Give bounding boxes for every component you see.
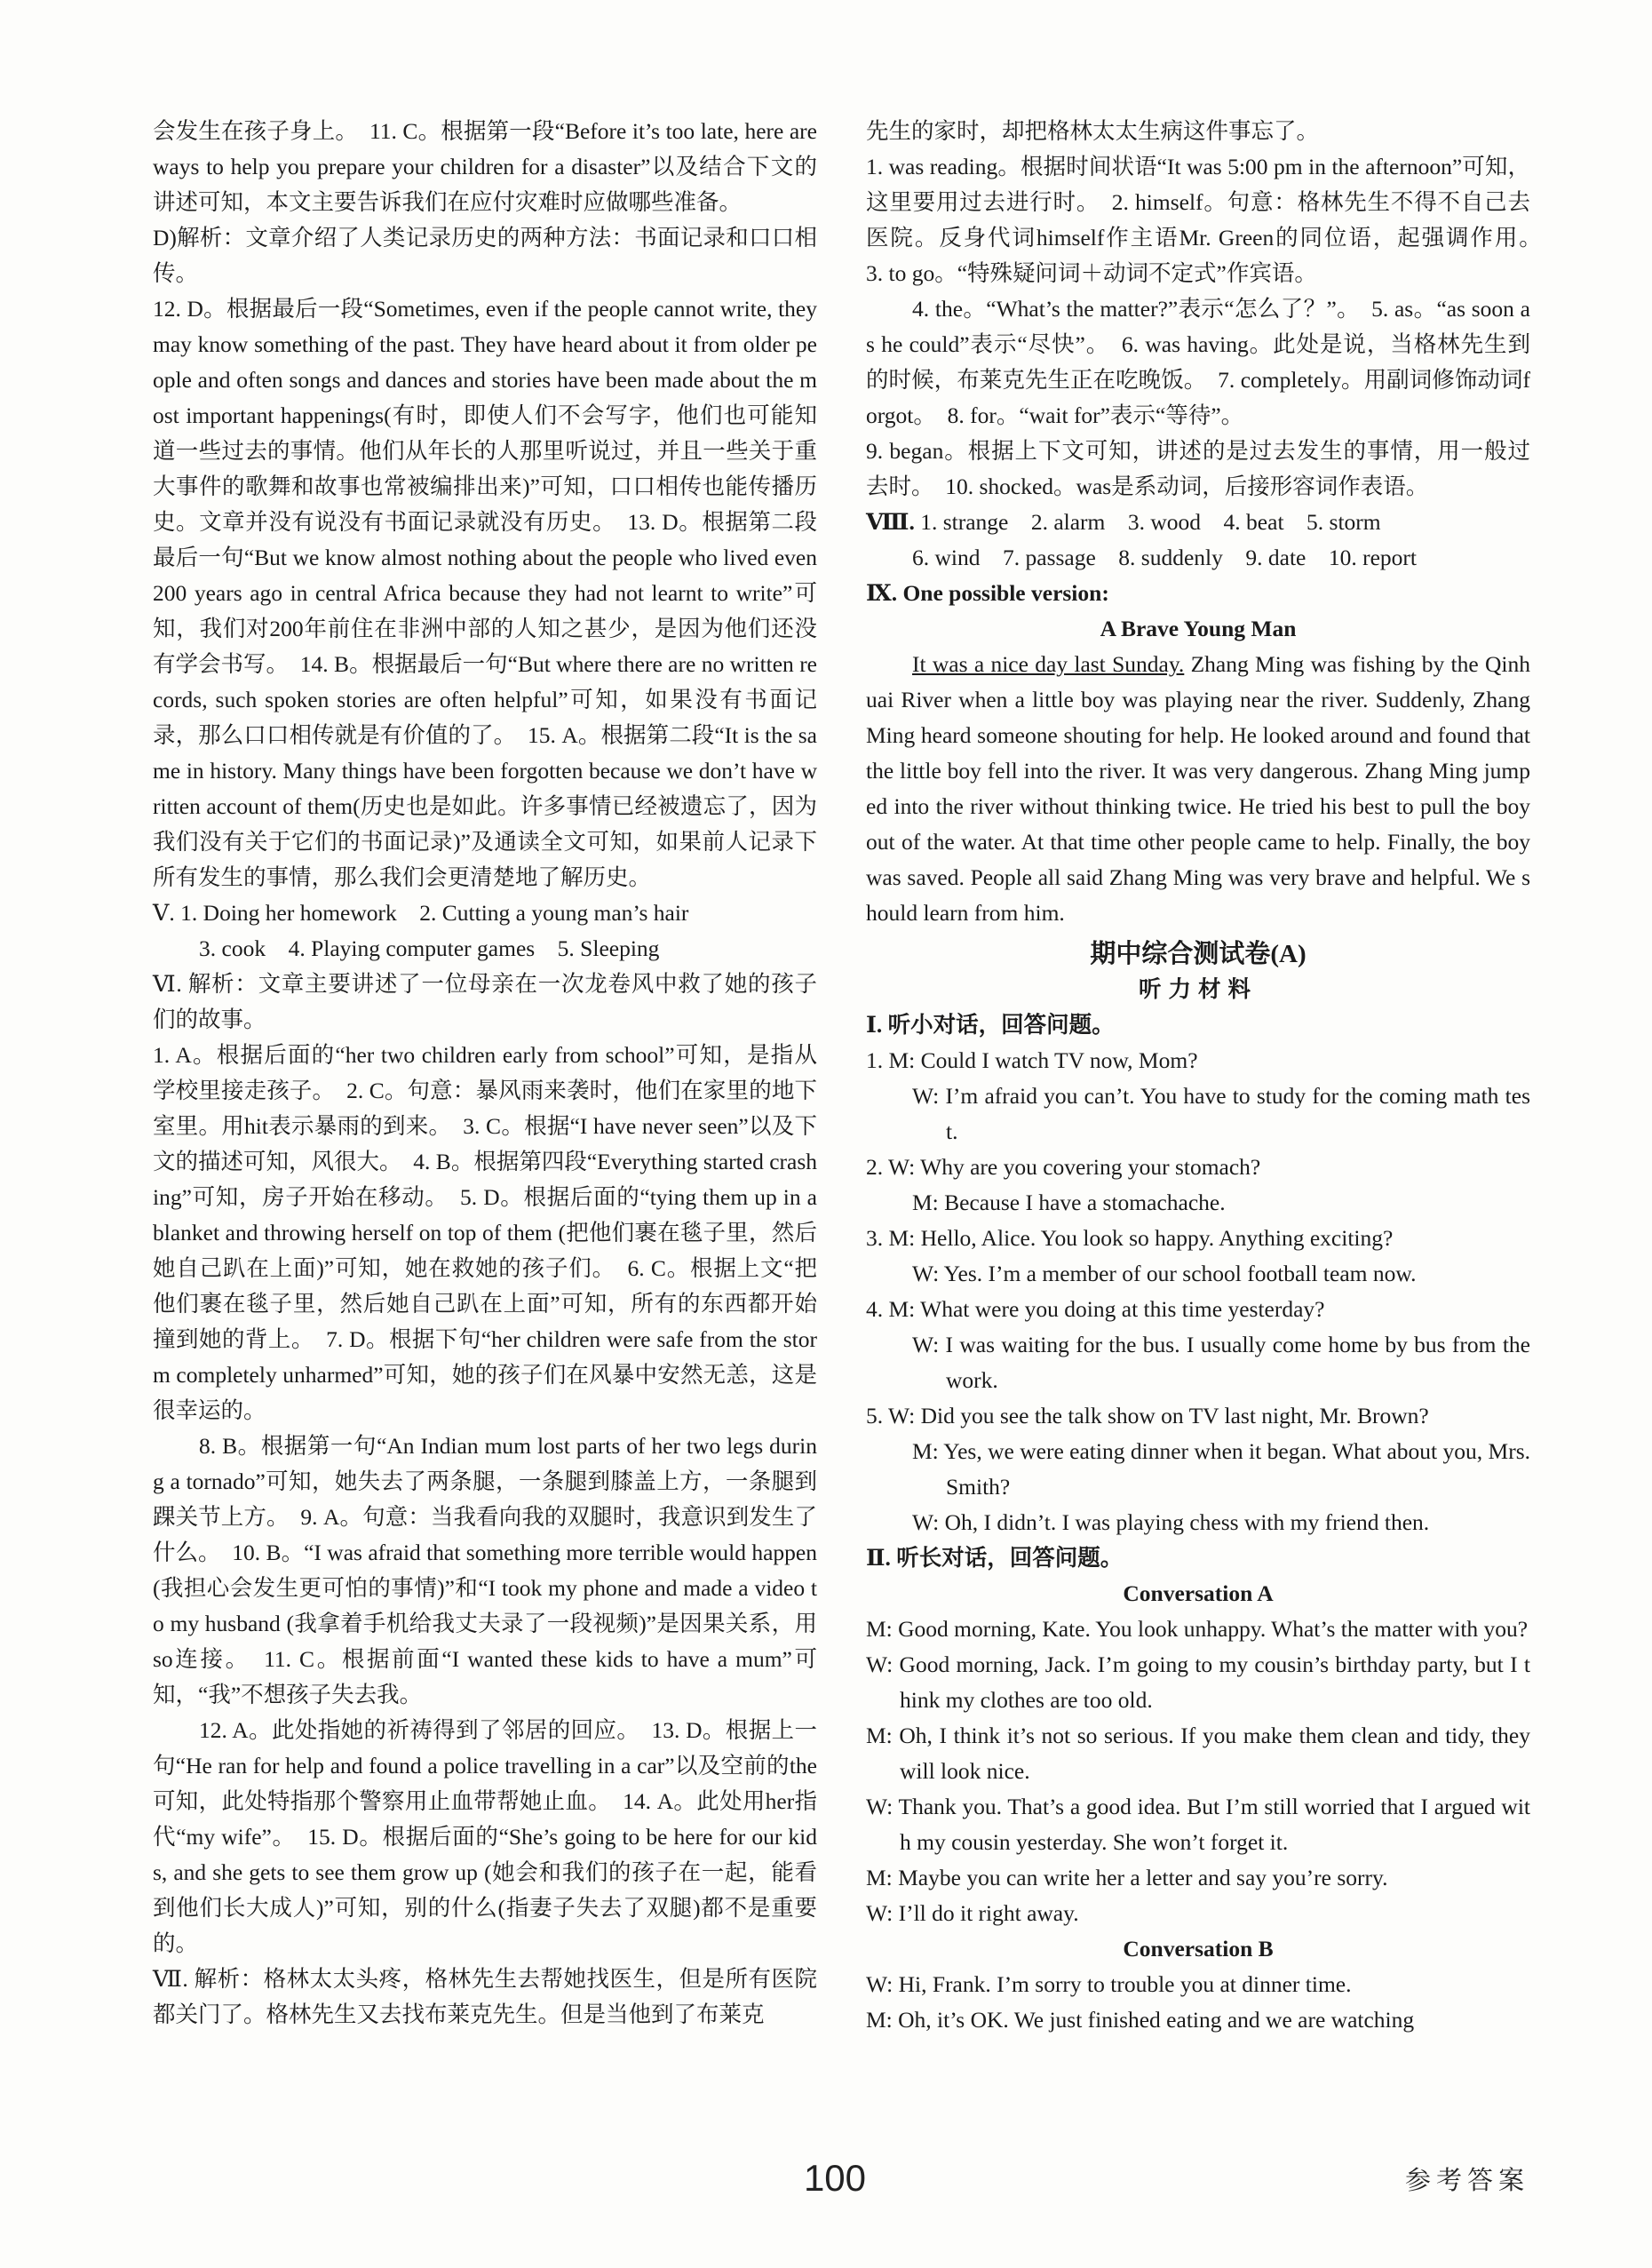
conversation-line: W: I’ll do it right away. — [866, 1900, 1079, 1926]
answer-paragraph: Ⅶ. 解析：格林太太头疼，格林先生去帮她找医生，但是所有医院都关门了。格林先生又去找布莱克先生。但是当他到了布莱克 — [153, 1966, 817, 2027]
conversation-line: W: Good morning, Jack. I’m going to my cousin’s birthday party, but I think my clothes are too old. — [866, 1651, 1530, 1713]
essay-text: Zhang Ming was fishing by the Qinhuai River when a little boy was playing near the river. Suddenly, Zhang Ming heard someone shouting for help. He looked around and found that the little boy fell into the river. It was very dangerous. Zhang Ming jumped into the river without thinking twice. He tried his best to pull the boy out of the water. At that time other people came to help. Finally, the boy was saved. People all said Zhang Ming was very brave and helpful. We should learn from him. — [866, 651, 1530, 926]
footer-label: 参考答案 — [1404, 2167, 1529, 2195]
answer-paragraph: 1. A。根据后面的“her two children early from school”可知，是指从学校里接走孩子。 2. C。句意：暴风雨来袭时，他们在家里的地下室里。用hit表示暴雨的到来。 3. C。根据“I have never seen”以及下文的描述可知，风很大。 4. B。根据第四段“Everything started crashing”可知，房子开始在移动。 5. D。根据后面的“tying them up in a blanket and throwing herself on top of them (把他们裹在毯子里，然后她自己趴在上面)”可知，她在救她的孩子们。 6. C。根据上文“把他们裹在毯子里，然后她自己趴在上面”可知，所有的东西都开始撞到她的背上。 7. D。根据下句“her children were safe from the storm completely unharmed”可知，她的孩子们在风暴中安然无恙，这是很幸运的。 — [153, 1042, 817, 1423]
exam-title: 期中综合测试卷(A) — [1090, 940, 1307, 968]
part-1-dialogue-5: 5. W: Did you see the talk show on TV last night, Mr. Brown? M: Yes, we were eating dinner when it began. What about you, Mrs. Smith? W: Oh, I didn’t. I was playing chess with my friend then. — [866, 1403, 1530, 1535]
answer-paragraph: 1. was reading。根据时间状语“It was 5:00 pm in the afternoon”可知，这里要用过去进行时。 2. himself。句意：格林先生不得不自己去医院。反身代词himself作主语Mr. Green的同位语，起强调作用。 3. to go。“特殊疑问词＋动词不定式”作宾语。 — [866, 154, 1553, 286]
answer-line: 3. cook 4. Playing computer games 5. Sleeping — [199, 935, 660, 961]
conversation-a-title: Conversation A — [1123, 1580, 1274, 1606]
part-1-dialogue-4: 4. M: What were you doing at this time yesterday? W: I was waiting for the bus. I usually come home by bus from the work. — [866, 1296, 1530, 1393]
essay-body — [866, 647, 1530, 931]
answer-paragraph: 会发生在孩子身上。 11. C。根据第一段“Before it’s too late, here are ways to help you prepare your children for a disaster”以及结合下文的讲述可知，本文主要告诉我们在应付灾难时应做哪些准备。 — [153, 118, 817, 215]
answer-paragraph: 先生的家时，却把格林太太生病这件事忘了。 — [866, 118, 1320, 144]
answer-paragraph: 12. A。此处指她的祈祷得到了邻居的回应。 13. D。根据上一句“He ran for help and found a police travelling in a car”以及空前的the可知，此处特指那个警察用止血带帮她止血。 14. A。此处用her指代“my wife”。 15. D。根据后面的“She’s going to be here for our kids, and she gets to see them grow up (她会和我们的孩子在一起，能看到他们长大成人)”可知，别的什么(指妻子失去了双腿)都不是重要的。 — [153, 1717, 817, 1956]
answer-paragraph: D)解析：文章介绍了人类记录历史的两种方法：书面记录和口口相传。 — [153, 225, 817, 286]
right-column — [866, 114, 1553, 2038]
conversation-line: M: Good morning, Kate. You look unhappy. What’s the matter with you? — [866, 1616, 1529, 1642]
section-9-label: Ⅸ. One possible version: — [866, 580, 1109, 606]
part-1-heading: Ⅰ. 听小对话，回答问题。 — [866, 1012, 1115, 1038]
conversation-line: M: Maybe you can write her a letter and say you’re sorry. — [866, 1865, 1388, 1890]
part-1-dialogue-1: 1. M: Could I watch TV now, Mom? W: I’m afraid you can’t. You have to study for the coming math test. — [866, 1047, 1530, 1144]
answer-paragraph: 12. D。根据最后一段“Sometimes, even if the people cannot write, they may know something of the past. They have heard about it from older people and often songs and dances and stories have been made about the most important happenings(有时，即使人们不会写字，他们也可能知道一些过去的事情。他们从年长的人那里听说过，并且一些关于重大事件的歌舞和故事也常被编排出来)”可知，口口相传也能传播历史。文章并没有说没有书面记录就没有历史。 13. D。根据第二段最后一句“But we know almost nothing about the people who lived even 200 years ago in central Africa because they had not learnt to write”可知，我们对200年前住在非洲中部的人知之甚少，是因为他们还没有学会书写。 14. B。根据最后一句“But where there are no written records, such spoken stories are often helpful”可知，如果没有书面记录，那么口口相传就是有价值的了。 15. A。根据第二段“It is the same in history. Many things have been forgotten because we don’t have written account of them(历史也是如此。许多事情已经被遗忘了，因为我们没有关于它们的书面记录)”及通读全文可知，如果前人记录下所有发生的事情，那么我们会更清楚地了解历史。 — [153, 296, 817, 890]
section-8-line-2: 6. wind 7. passage 8. suddenly 9. date 10. report — [912, 545, 1417, 570]
section-8-label: Ⅷ. — [866, 509, 915, 535]
conversation-line: W: Thank you. That’s a good idea. But I’m still worried that I argued with my cousin yesterday. She won’t forget it. — [866, 1794, 1530, 1855]
essay-title: A Brave Young Man — [1100, 616, 1297, 641]
part-1-dialogue-3: 3. M: Hello, Alice. You look so happy. Anything exciting? W: Yes. I’m a member of our school football team now. — [866, 1225, 1417, 1286]
page-number: 100 — [803, 2157, 867, 2199]
section-8-line-1: Ⅷ. 1. strange 2. alarm 3. wood 4. beat 5. storm — [866, 509, 1381, 535]
conversation-line: M: Oh, it’s OK. We just finished eating and we are watching — [866, 2007, 1415, 2033]
left-column — [153, 114, 817, 2033]
answer-line: Ⅴ. 1. Doing her homework 2. Cutting a young man’s hair — [153, 900, 689, 926]
answer-paragraph: 8. B。根据第一句“An Indian mum lost parts of her two legs during a tornado”可知，她失去了两条腿，一条腿到膝盖上方，一条腿到踝关节上方。 9. A。句意：当我看向我的双腿时，我意识到发生了什么。 10. B。“I was afraid that something more terrible would happen (我担心会发生更可怕的事情)”和“I took my phone and made a video to my husband (我拿着手机给我丈夫录了一段视频)”是因果关系，用so连接。 11. C。根据前面“I wanted these kids to have a mum”可知，“我”不想孩子失去我。 — [153, 1433, 817, 1707]
answer-paragraph: 4. the。“What’s the matter?”表示“怎么了？”。 5. as。“as soon as he could”表示“尽快”。 6. was having。此处是说，当格林先生到的时候，布莱克先生正在吃晚饭。 7. completely。用副词修饰动词forgot。 8. for。“wait for”表示“等待”。 — [866, 296, 1530, 428]
answer-paragraph: Ⅵ. 解析：文章主要讲述了一位母亲在一次龙卷风中救了她的孩子们的故事。 — [153, 971, 817, 1032]
part-2-heading: Ⅱ. 听长对话，回答问题。 — [866, 1545, 1124, 1571]
conversation-b-title: Conversation B — [1123, 1936, 1274, 1962]
conversation-line: M: Oh, I think it’s not so serious. If you make them clean and tidy, they will look nice. — [866, 1723, 1530, 1784]
part-1-dialogue-2: 2. W: Why are you covering your stomach? M: Because I have a stomachache. — [866, 1154, 1261, 1215]
conversation-line: W: Hi, Frank. I’m sorry to trouble you at dinner time. — [866, 1971, 1352, 1997]
exam-subtitle: 听力材料 — [1138, 976, 1258, 1002]
essay-underlined-sentence: It was a nice day last Sunday. — [912, 651, 1185, 677]
answer-paragraph: 9. began。根据上下文可知，讲述的是过去发生的事情，用一般过去时。 10. shocked。was是系动词，后接形容词作表语。 — [866, 438, 1530, 499]
